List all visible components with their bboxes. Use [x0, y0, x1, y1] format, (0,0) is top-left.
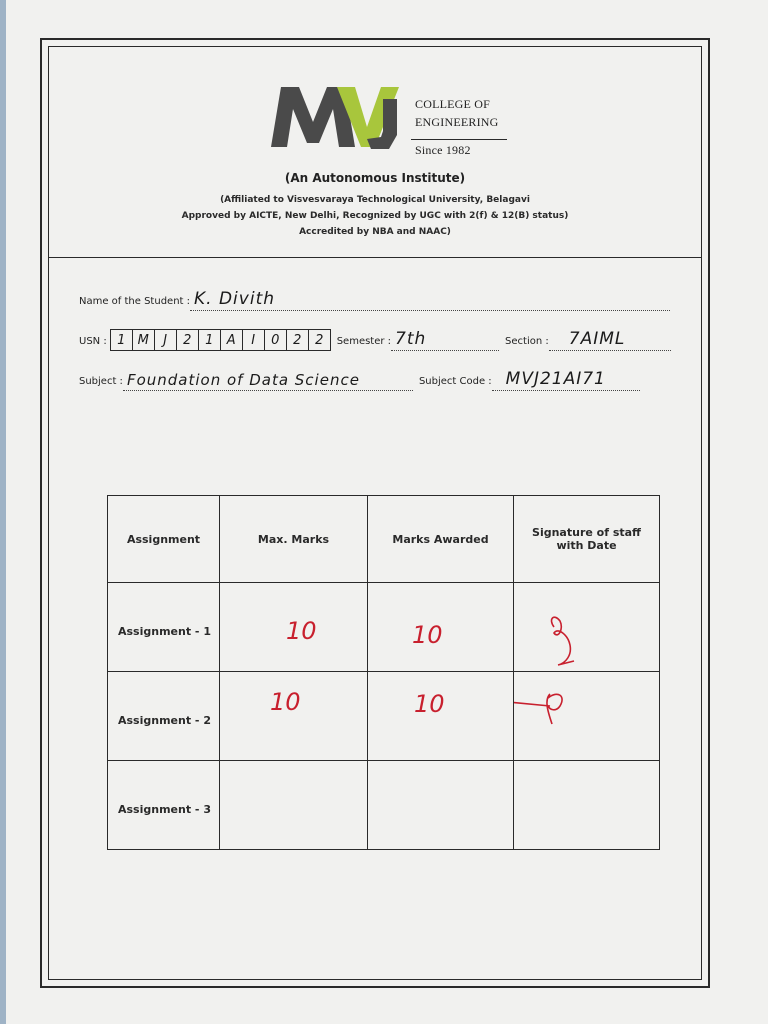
signature-cell [514, 761, 660, 850]
row-label-cell [108, 672, 220, 761]
name-label: Name of the Student : [79, 296, 191, 307]
accreditation-text: Accredited by NBA and NAAC) [299, 227, 451, 237]
section-label: Section : [505, 336, 549, 347]
usn-box: J [154, 329, 177, 351]
signature-cell [514, 672, 660, 761]
since-text: Since 1982 [415, 143, 471, 157]
column-header: Marks Awarded [368, 496, 514, 583]
scan-edge [0, 0, 6, 1024]
section-value: 7AIML [568, 329, 626, 349]
assignment-marks-table [107, 495, 660, 850]
college-of-text: COLLEGE OF [415, 97, 490, 111]
signature-cell [514, 583, 660, 672]
subject-code-field [492, 370, 640, 391]
name-field [190, 290, 670, 311]
usn-boxes [111, 329, 331, 351]
engineering-text: ENGINEERING [415, 115, 499, 129]
max-marks-value: 10 [270, 688, 301, 716]
column-header: Max. Marks [220, 496, 368, 583]
usn-box: 0 [264, 329, 287, 351]
logo-rule [411, 139, 507, 140]
subject-code-value: MVJ21AI71 [505, 369, 606, 389]
mvj-logo-icon [271, 77, 411, 157]
usn-box: I [242, 329, 265, 351]
table-header-row [108, 496, 660, 583]
column-header: Signature of staff with Date [514, 496, 660, 583]
usn-label: USN : [79, 336, 107, 347]
table-row [108, 761, 660, 850]
usn-box: 1 [110, 329, 133, 351]
row-label-cell [108, 761, 220, 850]
autonomous-text: (An Autonomous Institute) [284, 171, 466, 185]
staff-signature-icon [514, 583, 660, 671]
marks-awarded-cell [368, 583, 514, 672]
marks-awarded-value: 10 [412, 621, 443, 649]
subject-code-label: Subject Code : [418, 376, 492, 387]
student-details [79, 287, 689, 407]
usn-box: A [220, 329, 243, 351]
assignment-label: Assignment - 3 [118, 803, 211, 816]
section-field [549, 330, 671, 351]
usn-row [79, 327, 671, 351]
marks-awarded-cell [368, 761, 514, 850]
subject-row [79, 367, 640, 391]
table-row [108, 672, 660, 761]
max-marks-cell [220, 761, 368, 850]
approval-text: Approved by AICTE, New Delhi, Recognized by UGC with 2(f) & 12(B) status) [181, 211, 569, 221]
semester-label: Semester : [336, 336, 392, 347]
page-frame-inner [48, 46, 702, 980]
usn-box: M [132, 329, 155, 351]
assignment-label: Assignment - 1 [118, 625, 211, 638]
college-header [49, 47, 701, 258]
name-value: K. Divith [194, 289, 276, 309]
affiliation-text: (Affiliated to Visvesvaraya Technological University, Belagavi [220, 195, 530, 205]
marks-awarded-cell [368, 672, 514, 761]
subject-field [123, 370, 413, 391]
usn-box: 2 [286, 329, 309, 351]
page-frame [40, 38, 710, 988]
marks-awarded-value: 10 [414, 690, 445, 718]
usn-box: 1 [198, 329, 221, 351]
staff-signature-icon [514, 672, 660, 760]
subject-label: Subject : [79, 376, 123, 387]
usn-box: 2 [176, 329, 199, 351]
semester-field [391, 330, 499, 351]
max-marks-value: 10 [286, 617, 317, 645]
table-row [108, 583, 660, 672]
subject-value: Foundation of Data Science [126, 371, 360, 389]
college-logo [271, 77, 521, 157]
name-row [79, 287, 670, 311]
max-marks-cell [220, 672, 368, 761]
assignment-label: Assignment - 2 [118, 714, 211, 727]
column-header: Assignment [108, 496, 220, 583]
usn-box: 2 [308, 329, 331, 351]
row-label-cell [108, 583, 220, 672]
max-marks-cell [220, 583, 368, 672]
semester-value: 7th [395, 329, 427, 349]
